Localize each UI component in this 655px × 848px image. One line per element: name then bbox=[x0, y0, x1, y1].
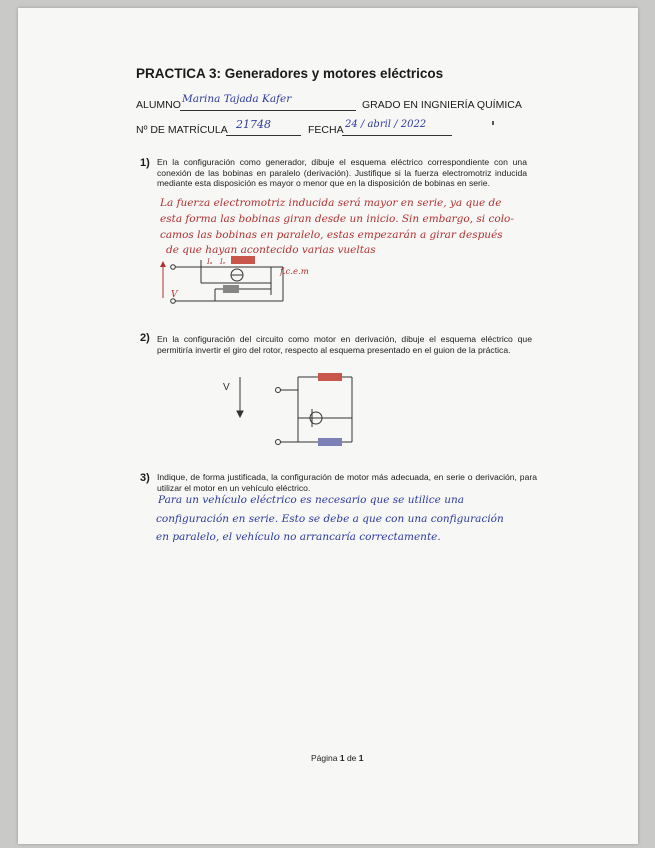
matricula-value: 21748 bbox=[236, 118, 271, 131]
q1-coil-red bbox=[231, 256, 255, 264]
q1-coil-dark bbox=[223, 285, 239, 293]
q1-current-e-label: Iₑ bbox=[220, 258, 226, 266]
alumno-label: ALUMNO bbox=[136, 99, 181, 111]
q3-answer-line-1: Para un vehículo eléctrico es necesario que se utilice una bbox=[158, 494, 465, 506]
page-title: PRACTICA 3: Generadores y motores eléctricos bbox=[136, 66, 444, 81]
alumno-field bbox=[180, 93, 356, 111]
q1-answer-line-2: esta forma las bobinas giran desde un inicio. Sin embargo, si colo- bbox=[160, 213, 514, 225]
q1-current-a-label: Iₐ bbox=[207, 258, 213, 266]
document-page bbox=[18, 8, 638, 844]
pen-mark bbox=[492, 121, 494, 125]
q2-voltage-label: V bbox=[223, 382, 230, 393]
q2-coil-red bbox=[318, 373, 342, 381]
q1-answer-line-1: La fuerza electromotriz inducida será mayor en serie, ya que de bbox=[160, 197, 502, 209]
q1-answer-line-4: de que hayan acontecido varias vueltas bbox=[166, 244, 376, 256]
matricula-label: Nº DE MATRÍCULA bbox=[136, 124, 228, 136]
page-number: Página 1 de 1 bbox=[311, 753, 364, 763]
fecha-value: 24 / abril / 2022 bbox=[345, 119, 427, 130]
q1-voltage-label: V bbox=[171, 290, 178, 300]
grado-label: GRADO EN INGNIERÍA QUÍMICA bbox=[362, 99, 522, 111]
q2-text: En la configuración del circuito como motor en derivación, dibuje el esquema eléctrico que permitiría invertir el giro del rotor, respecto al esquema presentado en el guion de la práctica. bbox=[157, 334, 532, 355]
q1-circuit-diagram bbox=[153, 253, 303, 313]
q3-answer-line-3: en paralelo, el vehículo no arrancaría correctamente. bbox=[156, 531, 441, 543]
alumno-value: Marina Tajada Kafer bbox=[182, 93, 292, 105]
q3-number: 3) bbox=[140, 472, 150, 484]
q2-number: 2) bbox=[140, 332, 150, 344]
fecha-field bbox=[342, 119, 452, 136]
q1-answer-line-3: camos las bobinas en paralelo, estas empezarán a girar después bbox=[160, 229, 503, 241]
q3-answer-line-2: configuración en serie. Esto se debe a que con una configuración bbox=[156, 513, 504, 525]
q2-coil-blue bbox=[318, 438, 342, 446]
q3-text: Indique, de forma justificada, la configuración de motor más adecuada, en serie o derivación, para utilizar el motor en un vehículo eléctrico. bbox=[157, 472, 537, 493]
q1-fcem-label: f.c.e.m bbox=[280, 267, 309, 277]
q1-text: En la configuración como generador, dibuje el esquema eléctrico correspondiente con una conexión de las bobinas en paralelo (derivación). Justifique si la fuerza electromotriz inducida mediante esta disposición es mayor o menor que en la disposición de bobinas en serie. bbox=[157, 157, 527, 188]
q2-circuit-diagram bbox=[226, 363, 366, 453]
q1-number: 1) bbox=[140, 157, 150, 169]
matricula-field bbox=[226, 118, 301, 136]
fecha-label: FECHA bbox=[308, 124, 344, 136]
q1-arrow-head bbox=[160, 261, 166, 267]
